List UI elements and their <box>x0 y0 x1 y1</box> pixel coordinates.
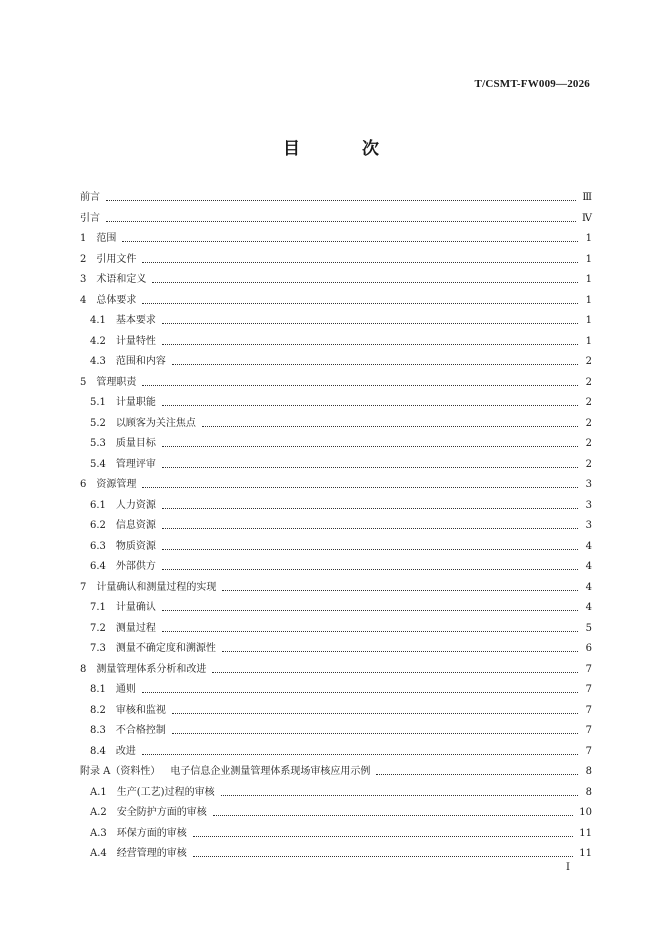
page-number: I <box>566 862 570 873</box>
toc-entry-text: 资源管理 <box>96 479 137 491</box>
toc-entry-page: 2 <box>585 397 592 409</box>
dot-leader <box>162 404 578 406</box>
toc-entry[interactable] <box>80 332 592 353</box>
toc-entry-label <box>90 398 156 408</box>
toc-entry-label <box>80 275 146 285</box>
toc-entry-number: 7.3 <box>90 643 106 655</box>
toc-entry[interactable] <box>80 598 592 619</box>
toc-entry[interactable] <box>80 229 592 250</box>
toc-entry-text: 通则 <box>115 684 136 696</box>
toc-entry-text: 改进 <box>115 745 136 757</box>
toc-entry-text: 基本要求 <box>115 315 156 327</box>
toc-entry-number: 附录 A（资料性） <box>80 766 161 778</box>
toc-entry-page: 3 <box>585 499 592 511</box>
dot-leader <box>162 548 578 550</box>
dot-leader <box>162 445 578 447</box>
toc-entry-number: 7 <box>80 581 87 593</box>
toc-entry[interactable] <box>80 352 592 373</box>
toc-entry-number: 5.2 <box>90 417 106 429</box>
toc-entry-number: 8.2 <box>90 704 106 716</box>
dot-leader <box>213 814 574 816</box>
dot-leader <box>162 527 578 529</box>
toc-entry-label <box>80 214 100 224</box>
toc-entry-label <box>90 439 156 449</box>
toc-entry-text: 计量职能 <box>115 397 156 409</box>
toc-entry[interactable] <box>80 639 592 660</box>
dot-leader <box>162 343 578 345</box>
toc-entry-label <box>90 829 187 839</box>
dot-leader <box>142 261 578 263</box>
dot-leader <box>162 609 578 611</box>
toc-entry-label <box>80 255 136 265</box>
toc-entry-label <box>90 357 166 367</box>
toc-entry-number: A.4 <box>90 848 107 860</box>
toc-entry-page: 4 <box>585 602 592 614</box>
toc-entry-page: 7 <box>585 684 592 696</box>
toc-entry-page: 8 <box>585 786 592 798</box>
toc-entry-page: 7 <box>585 745 592 757</box>
dot-leader <box>193 855 574 857</box>
toc-entry-label <box>90 460 156 470</box>
toc-entry-text: 测量管理体系分析和改进 <box>96 663 207 675</box>
toc-entry-number: A.1 <box>90 786 107 798</box>
toc-entry-text: 计量特性 <box>115 335 156 347</box>
toc-entry-page: 2 <box>585 417 592 429</box>
toc-entry-label <box>90 726 166 736</box>
toc-entry-text: 审核和监视 <box>115 704 166 716</box>
toc-entry-label <box>90 747 136 757</box>
toc-entry-page: 1 <box>585 233 592 245</box>
toc-entry-page: 1 <box>585 294 592 306</box>
dot-leader <box>222 589 578 591</box>
toc-entry-label <box>90 644 216 654</box>
toc-entry-number: 5.3 <box>90 438 106 450</box>
toc-entry[interactable] <box>80 701 592 722</box>
toc-entry[interactable] <box>80 373 592 394</box>
toc-entry-number: 8.4 <box>90 745 106 757</box>
toc-entry[interactable] <box>80 783 592 804</box>
toc-entry-text: 测量不确定度和溯源性 <box>115 643 216 655</box>
toc-entry-number: 7.2 <box>90 622 106 634</box>
toc-entry-page: 7 <box>585 725 592 737</box>
toc-entry-number: 4.1 <box>90 315 106 327</box>
toc-entry-page: 1 <box>585 335 592 347</box>
toc-entry-number: 5 <box>80 376 87 388</box>
toc-entry-label <box>90 624 156 634</box>
toc-entry-text: 术语和定义 <box>96 274 147 286</box>
toc-entry-text: 安全防护方面的审核 <box>116 807 207 819</box>
toc-entry-number: 4.2 <box>90 335 106 347</box>
toc-entry[interactable] <box>80 270 592 291</box>
dot-leader <box>106 220 576 222</box>
dot-leader <box>152 281 578 283</box>
toc-entry-page: 8 <box>585 766 592 778</box>
toc-entry-number: 6.4 <box>90 561 106 573</box>
table-of-contents <box>80 188 592 865</box>
dot-leader <box>142 691 578 693</box>
toc-entry-page: 10 <box>579 807 592 819</box>
toc-entry-text: 计量确认和测量过程的实现 <box>96 581 217 593</box>
toc-entry-page: 5 <box>585 622 592 634</box>
toc-entry-page: 6 <box>585 643 592 655</box>
toc-entry-text: 总体要求 <box>96 294 137 306</box>
toc-entry[interactable] <box>80 844 592 865</box>
toc-entry-number: 6.2 <box>90 520 106 532</box>
toc-entry[interactable] <box>80 762 592 783</box>
dot-leader <box>376 773 578 775</box>
toc-entry-number: 5.1 <box>90 397 106 409</box>
dot-leader <box>142 384 578 386</box>
toc-entry-text: 电子信息企业测量管理体系现场审核应用示例 <box>170 766 371 778</box>
toc-entry-number: 3 <box>80 274 87 286</box>
toc-entry-text: 环保方面的审核 <box>116 827 187 839</box>
toc-entry[interactable] <box>80 311 592 332</box>
toc-entry-text: 管理评审 <box>115 458 156 470</box>
toc-entry-number: 6 <box>80 479 87 491</box>
dot-leader <box>142 486 578 488</box>
toc-entry-label <box>90 706 166 716</box>
toc-entry-text: 经营管理的审核 <box>116 848 187 860</box>
toc-entry-number: A.3 <box>90 827 107 839</box>
toc-entry[interactable] <box>80 721 592 742</box>
toc-entry-label <box>80 296 136 306</box>
dot-leader <box>162 568 578 570</box>
toc-entry-text: 测量过程 <box>115 622 156 634</box>
toc-entry[interactable] <box>80 209 592 230</box>
toc-entry-number: 6.3 <box>90 540 106 552</box>
toc-entry-label <box>90 542 156 552</box>
standard-code: T/CSMT-FW009—2026 <box>474 78 590 90</box>
toc-entry-page: 4 <box>585 561 592 573</box>
toc-entry-text: 物质资源 <box>115 540 156 552</box>
toc-entry[interactable] <box>80 455 592 476</box>
toc-entry-label <box>80 193 100 203</box>
toc-entry-number: 2 <box>80 253 87 265</box>
toc-entry-page: 7 <box>585 704 592 716</box>
toc-entry-text: 范围 <box>96 233 117 245</box>
dot-leader <box>193 835 574 837</box>
toc-entry-label <box>90 603 156 613</box>
dot-leader <box>122 240 578 242</box>
toc-entry-label <box>90 419 196 429</box>
toc-entry-text: 计量确认 <box>115 602 156 614</box>
page-title: 目 次 <box>283 139 407 159</box>
toc-entry-text: 引言 <box>80 212 100 224</box>
toc-entry-page: Ⅲ <box>582 192 592 204</box>
toc-entry[interactable] <box>80 578 592 599</box>
toc-entry-page: 2 <box>585 458 592 470</box>
toc-entry-label <box>80 480 136 490</box>
toc-entry-label <box>80 665 206 675</box>
toc-entry-page: 11 <box>579 827 592 839</box>
toc-entry[interactable] <box>80 291 592 312</box>
dot-leader <box>172 712 578 714</box>
toc-entry-number: 4 <box>80 294 87 306</box>
toc-entry-text: 以顾客为关注焦点 <box>115 417 196 429</box>
toc-entry-label <box>90 685 136 695</box>
toc-entry[interactable] <box>80 475 592 496</box>
toc-entry-text: 信息资源 <box>115 520 156 532</box>
toc-entry-text: 前言 <box>80 192 100 204</box>
toc-entry-text: 范围和内容 <box>115 356 166 368</box>
toc-entry-page: 2 <box>585 438 592 450</box>
toc-entry-label <box>90 337 156 347</box>
dot-leader <box>142 753 578 755</box>
toc-entry-label <box>90 501 156 511</box>
toc-entry-number: 8.1 <box>90 684 106 696</box>
toc-entry-text: 引用文件 <box>96 253 137 265</box>
toc-entry-text: 生产(工艺)过程的审核 <box>116 786 215 798</box>
toc-entry[interactable] <box>80 803 592 824</box>
toc-entry[interactable] <box>80 537 592 558</box>
toc-entry[interactable] <box>80 393 592 414</box>
toc-entry-page: 3 <box>585 520 592 532</box>
toc-entry-page: Ⅳ <box>582 212 592 224</box>
toc-entry-text: 外部供方 <box>115 561 156 573</box>
dot-leader <box>142 302 578 304</box>
toc-entry[interactable] <box>80 434 592 455</box>
toc-entry[interactable] <box>80 680 592 701</box>
toc-entry-label <box>90 808 207 818</box>
toc-entry-label <box>90 788 215 798</box>
dot-leader <box>221 794 578 796</box>
dot-leader <box>212 671 578 673</box>
toc-entry-text: 质量目标 <box>115 438 156 450</box>
toc-entry-number: 6.1 <box>90 499 106 511</box>
toc-entry-label <box>90 562 156 572</box>
toc-entry[interactable] <box>80 250 592 271</box>
toc-entry[interactable] <box>80 742 592 763</box>
dot-leader <box>172 732 578 734</box>
toc-entry-page: 1 <box>585 274 592 286</box>
toc-entry-number: 1 <box>80 233 87 245</box>
toc-entry-number: 8 <box>80 663 87 675</box>
toc-entry[interactable] <box>80 496 592 517</box>
toc-entry-page: 1 <box>585 315 592 327</box>
toc-entry-label <box>80 378 136 388</box>
toc-entry-text: 人力资源 <box>115 499 156 511</box>
toc-entry-page: 11 <box>579 848 592 860</box>
toc-entry-label <box>80 234 116 244</box>
toc-entry-label <box>90 849 187 859</box>
dot-leader <box>162 630 578 632</box>
toc-entry-label <box>80 583 216 593</box>
toc-entry-page: 7 <box>585 663 592 675</box>
dot-leader <box>172 363 578 365</box>
toc-entry-page: 3 <box>585 479 592 491</box>
toc-entry[interactable] <box>80 188 592 209</box>
toc-entry[interactable] <box>80 660 592 681</box>
toc-entry-page: 1 <box>585 253 592 265</box>
toc-entry-label <box>90 316 156 326</box>
toc-entry-number: A.2 <box>90 807 107 819</box>
toc-entry[interactable] <box>80 557 592 578</box>
dot-leader <box>202 425 578 427</box>
toc-entry[interactable] <box>80 619 592 640</box>
toc-entry-number: 7.1 <box>90 602 106 614</box>
toc-entry-page: 4 <box>585 540 592 552</box>
dot-leader <box>106 199 576 201</box>
toc-entry[interactable] <box>80 824 592 845</box>
toc-entry-page: 2 <box>585 356 592 368</box>
toc-entry-page: 4 <box>585 581 592 593</box>
dot-leader <box>222 650 578 652</box>
toc-entry[interactable] <box>80 414 592 435</box>
toc-entry-page: 2 <box>585 376 592 388</box>
toc-entry-number: 4.3 <box>90 356 106 368</box>
dot-leader <box>162 322 578 324</box>
dot-leader <box>162 466 578 468</box>
toc-entry-text: 不合格控制 <box>115 725 166 737</box>
toc-entry-number: 5.4 <box>90 458 106 470</box>
toc-entry-label <box>80 767 370 777</box>
toc-entry[interactable] <box>80 516 592 537</box>
dot-leader <box>162 507 578 509</box>
toc-entry-number: 8.3 <box>90 725 106 737</box>
toc-entry-text: 管理职责 <box>96 376 137 388</box>
toc-entry-label <box>90 521 156 531</box>
